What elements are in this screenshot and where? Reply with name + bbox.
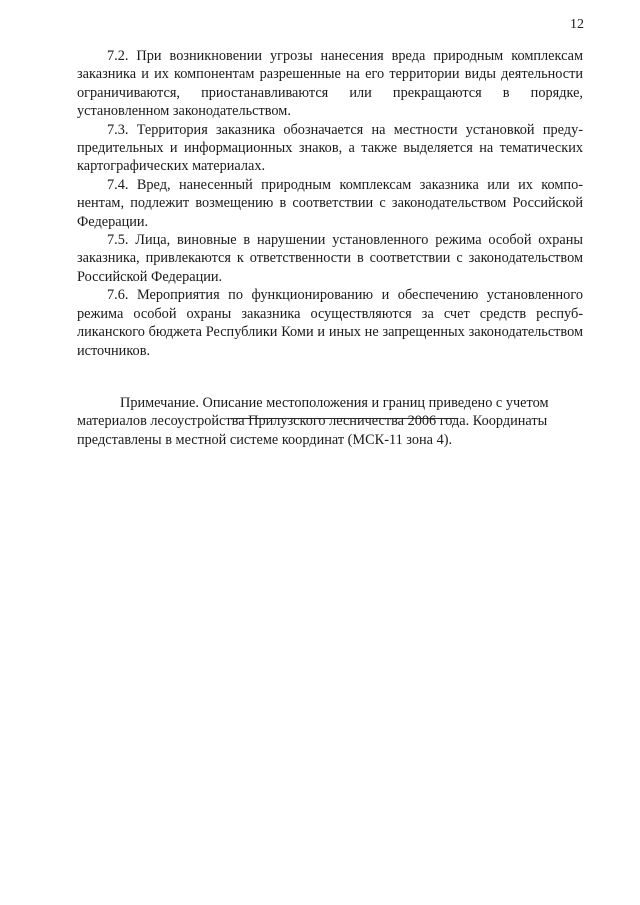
paragraph-7-2: 7.2. При возникновении угрозы нанесения вреда природным комплексам заказника и их компонентам разрешенные на его территории виды деятельности ограничиваются, приостанавливаются или прекращаются в порядке, установленном законодательством.: [77, 48, 583, 120]
document-body: [77, 47, 583, 449]
note-paragraph: Примечание. Описание местоположения и границ приведено с учетом материалов лесоустройства Прилузского лесничества 2006 года. Координаты представлены в местной системе координат (МСК-11 зона 4).: [77, 394, 549, 448]
closing-rule: [231, 418, 458, 419]
page-number: 12: [570, 17, 584, 32]
paragraph-7-4: 7.4. Вред, нанесенный природным комплексам заказника или их компонентам, подлежит возмещению в соответствии с законодательством Российской Федерации.: [77, 176, 583, 230]
paragraph-7-6: 7.6. Мероприятия по функционированию и обеспечению установленного режима особой охраны заказника осуществляются за счет средств республиканского бюджета Республики Коми и иных не запрещенных законодательством источников.: [77, 287, 583, 359]
paragraph-7-3: 7.3. Территория заказника обозначается на местности установкой предупредительных и информационных знаков, а также выделяется на тематических картографических материалах.: [77, 121, 583, 175]
paragraph-7-5: 7.5. Лица, виновные в нарушении установленного режима особой охраны заказника, привлекаются к ответственности в соответствии с законодательством Российской Федерации.: [77, 232, 583, 285]
